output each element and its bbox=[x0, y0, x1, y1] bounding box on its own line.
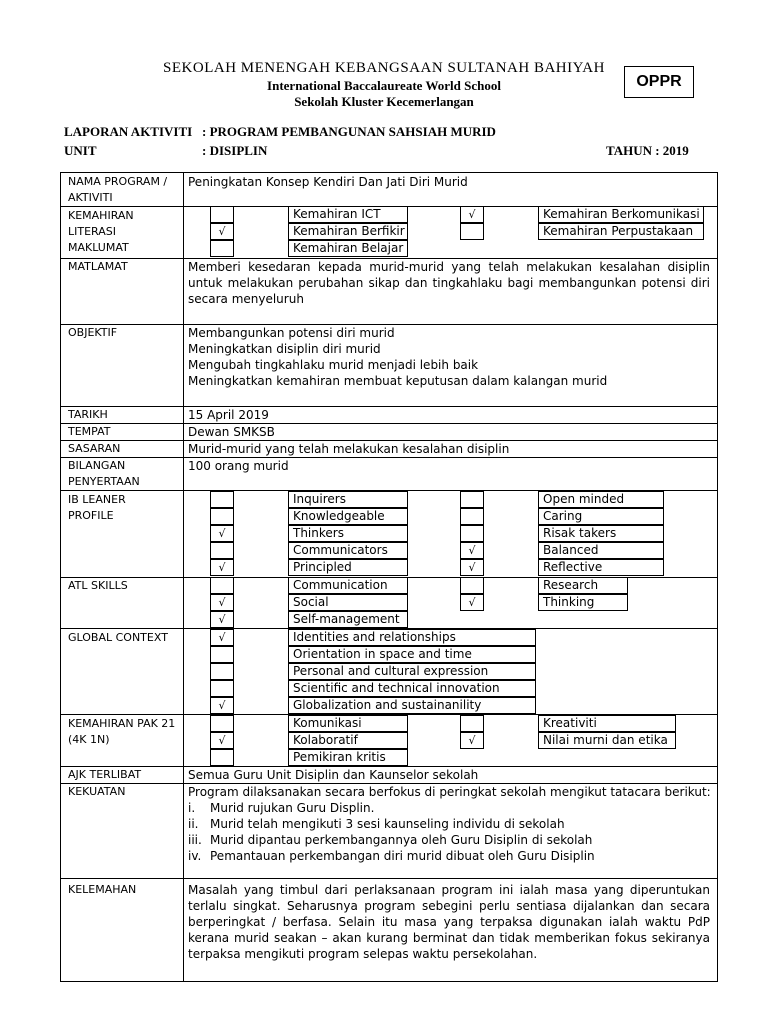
literasi-checkbox[interactable]: √ bbox=[210, 223, 234, 240]
ib-checkbox[interactable] bbox=[460, 525, 484, 542]
atl-skills-label: ATL SKILLS bbox=[68, 579, 128, 592]
literasi-option: Kemahiran Berkomunikasi bbox=[538, 206, 704, 223]
row-divider bbox=[60, 878, 718, 879]
tempat-label: TEMPAT bbox=[68, 425, 111, 438]
ib-checkbox[interactable] bbox=[210, 508, 234, 525]
ib-checkbox[interactable]: √ bbox=[210, 525, 234, 542]
nama-program-label: NAMA PROGRAM / AKTIVITI bbox=[68, 175, 168, 204]
kelemahan-value: Masalah yang timbul dari perlaksanaan program ini ialah masa yang diperuntukan terlalu singkat. Seharusnya program sebegini perlu sentiasa dijalankan dan secara berperingkat / berfasa. Selain itu masa yang terpaksa digunakan ialah waktu PdP kerana murid seakan – akan kurang berminat dan tidak memberikan fokus sekiranya terpaksa mengikuti program selepas waktu persekolahan. bbox=[188, 883, 710, 961]
atl-option: Social bbox=[288, 594, 408, 611]
global-option: Identities and relationships bbox=[288, 629, 536, 646]
kekuatan-num: ii. bbox=[188, 817, 199, 831]
sasaran-value: Murid-murid yang telah melakukan kesalahan disiplin bbox=[188, 442, 510, 456]
global-checkbox[interactable]: √ bbox=[210, 697, 234, 714]
pak21-option: Pemikiran kritis bbox=[288, 749, 408, 766]
ib-option: Principled bbox=[288, 559, 408, 576]
tarikh-value: 15 April 2019 bbox=[188, 408, 269, 422]
kekuatan-item: Murid dipantau perkembangannya oleh Guru Disiplin di sekolah bbox=[210, 833, 593, 847]
ib-checkbox[interactable] bbox=[460, 508, 484, 525]
ib-option: Knowledgeable bbox=[288, 508, 408, 525]
ajk-value: Semua Guru Unit Disiplin dan Kaunselor sekolah bbox=[188, 768, 479, 782]
atl-option: Research bbox=[538, 577, 628, 594]
matlamat-value: Memberi kesedaran kepada murid-murid yang telah melakukan kesalahan disiplin untuk melakukan perubahan sikap dan tingkahlaku bagi membangunkan potensi diri secara menyeluruh bbox=[188, 260, 710, 306]
kelemahan-label: KELEMAHAN bbox=[68, 883, 137, 896]
ib-checkbox[interactable] bbox=[210, 542, 234, 559]
objektif-item: Meningkatkan disiplin diri murid bbox=[188, 342, 381, 356]
school-cluster: Sekolah Kluster Kecemerlangan bbox=[294, 94, 474, 109]
unit-value: : DISIPLIN bbox=[202, 143, 268, 158]
global-option: Orientation in space and time bbox=[288, 646, 536, 663]
literasi-label: KEMAHIRAN LITERASI MAKLUMAT bbox=[68, 209, 134, 254]
ib-option: Caring bbox=[538, 508, 664, 525]
pak21-checkbox[interactable]: √ bbox=[210, 732, 234, 749]
global-checkbox[interactable] bbox=[210, 680, 234, 697]
literasi-checkbox[interactable] bbox=[210, 240, 234, 257]
nama-program-value: Peningkatan Konsep Kendiri Dan Jati Diri Murid bbox=[188, 175, 468, 189]
bilangan-label: BILANGAN PENYERTAAN bbox=[68, 459, 140, 488]
global-option: Globalization and sustainanility bbox=[288, 697, 536, 714]
school-subtitle: International Baccalaureate World School bbox=[267, 78, 501, 93]
kekuatan-item: Murid rujukan Guru Displin. bbox=[210, 801, 375, 815]
ib-option: Inquirers bbox=[288, 491, 408, 508]
ajk-label: AJK TERLIBAT bbox=[68, 768, 142, 781]
ib-option: Communicators bbox=[288, 542, 408, 559]
atl-option: Communication bbox=[288, 577, 408, 594]
pak21-option: Nilai murni dan etika bbox=[538, 732, 676, 749]
tempat-value: Dewan SMKSB bbox=[188, 425, 275, 439]
report-value: : PROGRAM PEMBANGUNAN SAHSIAH MURID bbox=[202, 124, 496, 139]
pak21-checkbox[interactable]: √ bbox=[460, 732, 484, 749]
pak21-checkbox[interactable] bbox=[210, 749, 234, 766]
unit-label: UNIT bbox=[64, 143, 97, 158]
literasi-option: Kemahiran Berfikir bbox=[288, 223, 408, 240]
objektif-item: Meningkatkan kemahiran membuat keputusan dalam kalangan murid bbox=[188, 374, 608, 388]
global-option: Scientific and technical innovation bbox=[288, 680, 536, 697]
pak21-option: Komunikasi bbox=[288, 715, 408, 732]
global-option: Personal and cultural expression bbox=[288, 663, 536, 680]
oppr-badge: OPPR bbox=[624, 66, 694, 98]
kekuatan-num: i. bbox=[188, 801, 196, 815]
kekuatan-num: iv. bbox=[188, 849, 202, 863]
ib-checkbox[interactable]: √ bbox=[460, 542, 484, 559]
pak21-label: KEMAHIRAN PAK 21 (4K 1N) bbox=[68, 717, 176, 746]
literasi-checkbox[interactable] bbox=[460, 223, 484, 240]
objektif-item: Membangunkan potensi diri murid bbox=[188, 326, 395, 340]
pak21-checkbox[interactable] bbox=[210, 715, 234, 732]
global-checkbox[interactable] bbox=[210, 663, 234, 680]
objektif-item: Mengubah tingkahlaku murid menjadi lebih baik bbox=[188, 358, 479, 372]
literasi-checkbox[interactable] bbox=[210, 206, 234, 223]
global-context-label: GLOBAL CONTEXT bbox=[68, 631, 168, 644]
pak21-option: Kolaboratif bbox=[288, 732, 408, 749]
atl-checkbox[interactable] bbox=[460, 577, 484, 594]
objektif-label: OBJEKTIF bbox=[68, 326, 118, 339]
kekuatan-item: Murid telah mengikuti 3 sesi kaunseling individu di sekolah bbox=[210, 817, 565, 831]
literasi-option: Kemahiran Perpustakaan bbox=[538, 223, 704, 240]
atl-checkbox[interactable] bbox=[210, 577, 234, 594]
atl-option: Self-management bbox=[288, 611, 408, 628]
ib-option: Thinkers bbox=[288, 525, 408, 542]
atl-checkbox[interactable]: √ bbox=[210, 611, 234, 628]
atl-option: Thinking bbox=[538, 594, 628, 611]
literasi-option: Kemahiran ICT bbox=[288, 206, 408, 223]
ib-checkbox[interactable]: √ bbox=[210, 559, 234, 576]
atl-checkbox[interactable]: √ bbox=[210, 594, 234, 611]
literasi-checkbox[interactable]: √ bbox=[460, 206, 484, 223]
ib-option: Open minded bbox=[538, 491, 664, 508]
year: TAHUN : 2019 bbox=[606, 143, 689, 158]
tarikh-label: TARIKH bbox=[68, 408, 108, 421]
school-name: SEKOLAH MENENGAH KEBANGSAAN SULTANAH BAHIYAH bbox=[163, 60, 605, 76]
kekuatan-num: iii. bbox=[188, 833, 202, 847]
kekuatan-item: Pemantauan perkembangan diri murid dibuat oleh Guru Disiplin bbox=[210, 849, 595, 863]
matlamat-label: MATLAMAT bbox=[68, 260, 128, 273]
ib-checkbox[interactable]: √ bbox=[460, 559, 484, 576]
sasaran-label: SASARAN bbox=[68, 442, 121, 455]
ib-option: Reflective bbox=[538, 559, 664, 576]
bilangan-value: 100 orang murid bbox=[188, 459, 289, 473]
kekuatan-intro: Program dilaksanakan secara berfokus di peringkat sekolah mengikut tatacara berikut: bbox=[188, 785, 711, 799]
atl-checkbox[interactable]: √ bbox=[460, 594, 484, 611]
pak21-checkbox[interactable] bbox=[460, 715, 484, 732]
pak21-option: Kreativiti bbox=[538, 715, 676, 732]
ib-profile-label: IB LEANER PROFILE bbox=[68, 493, 126, 522]
global-checkbox[interactable] bbox=[210, 646, 234, 663]
ib-checkbox[interactable] bbox=[210, 491, 234, 508]
report-label: LAPORAN AKTIVITI bbox=[64, 124, 193, 139]
global-checkbox[interactable]: √ bbox=[210, 629, 234, 646]
ib-checkbox[interactable] bbox=[460, 491, 484, 508]
ib-option: Risak takers bbox=[538, 525, 664, 542]
literasi-option: Kemahiran Belajar bbox=[288, 240, 408, 257]
ib-option: Balanced bbox=[538, 542, 664, 559]
kekuatan-label: KEKUATAN bbox=[68, 785, 126, 798]
